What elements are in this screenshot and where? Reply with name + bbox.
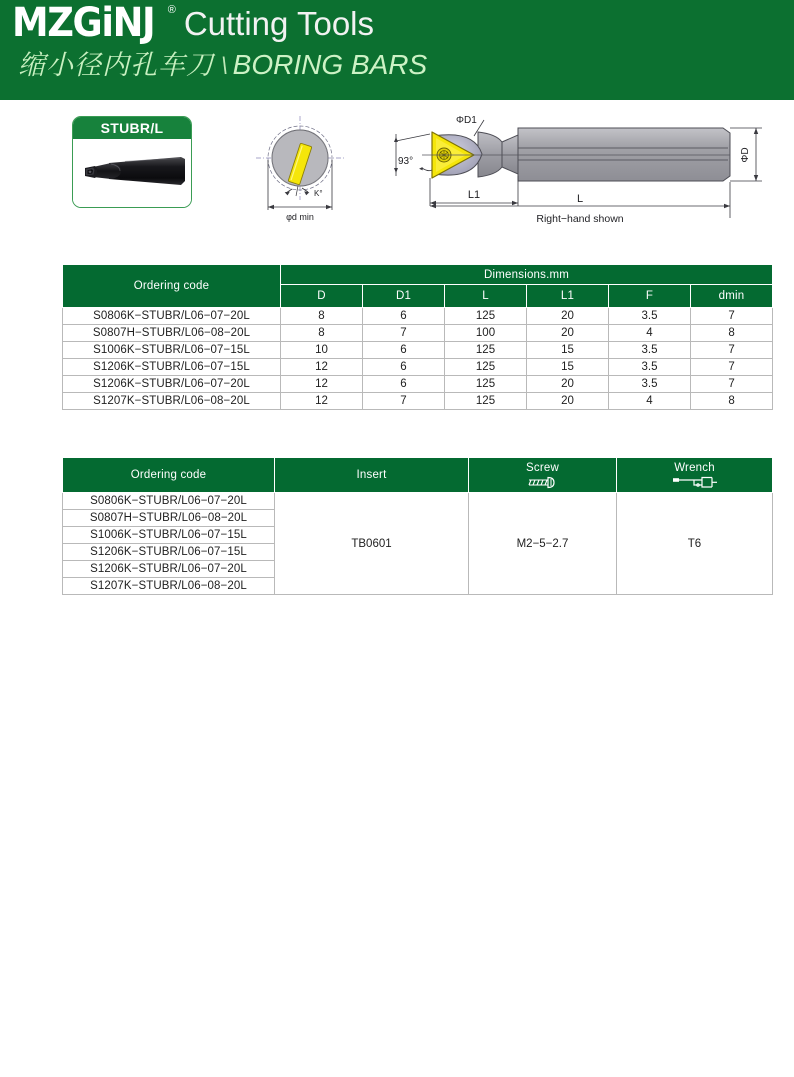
wrench-icon [672, 476, 718, 489]
cell-d: 12 [281, 393, 363, 410]
subtitle-english: BORING BARS [232, 49, 428, 80]
table-row [63, 376, 773, 393]
cell-dmin: 7 [691, 359, 773, 376]
wrench-value-cell: T6 [617, 493, 773, 595]
cell-d: 8 [281, 325, 363, 342]
cell-d: 10 [281, 342, 363, 359]
cell-d1: 7 [363, 393, 445, 410]
label-phi-d: ΦD [740, 147, 751, 163]
dimensions-header-group: Dimensions.mm [281, 265, 773, 285]
cell-f: 4 [609, 325, 691, 342]
logo-wordmark: MZGiNJ [12, 0, 155, 46]
dimensions-header-ordering-code: Ordering code [63, 265, 281, 308]
cell-dmin: 7 [691, 376, 773, 393]
cell-l: 125 [445, 342, 527, 359]
insert-value-cell: TB0601 [275, 493, 469, 595]
cell-l1: 20 [527, 393, 609, 410]
cell-l: 125 [445, 308, 527, 325]
dimensions-header-f: F [609, 285, 691, 308]
table-row [63, 325, 773, 342]
logo-tagline: Cutting Tools [183, 5, 374, 42]
product-card-body [73, 139, 191, 207]
ordering-code-cell: S1006K−STUBR/L06−07−15L [63, 342, 281, 359]
cell-d: 12 [281, 359, 363, 376]
dimensions-header-dmin: dmin [691, 285, 773, 308]
cross-section-angle-label: Κ° [314, 189, 323, 198]
table-row [63, 342, 773, 359]
accessories-table [62, 457, 773, 595]
cell-l1: 20 [527, 376, 609, 393]
page-header [0, 0, 794, 100]
accessories-header-screw [469, 458, 617, 493]
subtitle-separator: \ [221, 53, 228, 80]
cell-f: 3.5 [609, 376, 691, 393]
table-row [63, 308, 773, 325]
cell-l1: 15 [527, 359, 609, 376]
cell-f: 3.5 [609, 342, 691, 359]
cell-d: 12 [281, 376, 363, 393]
accessories-table-wrap [62, 457, 772, 595]
ordering-code-cell: S0807H−STUBR/L06−08−20L [63, 510, 275, 527]
cell-l: 125 [445, 376, 527, 393]
subtitle-chinese: 缩小径内孔车刀 [18, 50, 214, 81]
dimensions-table-wrap [62, 264, 772, 410]
ordering-code-cell: S1207K−STUBR/L06−08−20L [63, 578, 275, 595]
cell-d1: 6 [363, 359, 445, 376]
cell-f: 3.5 [609, 308, 691, 325]
cell-f: 4 [609, 393, 691, 410]
cross-section-diagram [252, 112, 348, 224]
ordering-code-cell: S1206K−STUBR/L06−07−15L [63, 359, 281, 376]
dimensions-header-d1: D1 [363, 285, 445, 308]
ordering-code-cell: S1006K−STUBR/L06−07−15L [63, 527, 275, 544]
product-card-title: STUBR/L [73, 117, 191, 139]
dimensions-header-l: L [445, 285, 527, 308]
table-row [63, 493, 773, 510]
cell-l1: 20 [527, 308, 609, 325]
page-subtitle [18, 49, 427, 82]
ordering-code-cell: S1206K−STUBR/L06−07−15L [63, 544, 275, 561]
screw-value-cell: M2−5−2.7 [469, 493, 617, 595]
cell-l: 100 [445, 325, 527, 342]
label-angle-93: 93° [398, 156, 414, 167]
cell-dmin: 7 [691, 342, 773, 359]
accessories-header-wrench [617, 458, 773, 493]
ordering-code-cell: S0806K−STUBR/L06−07−20L [63, 493, 275, 510]
accessories-header-ordering-code: Ordering code [63, 458, 275, 493]
cell-dmin: 7 [691, 308, 773, 325]
screw-icon [526, 476, 560, 489]
cell-f: 3.5 [609, 359, 691, 376]
cell-dmin: 8 [691, 393, 773, 410]
cell-dmin: 8 [691, 325, 773, 342]
cell-l: 125 [445, 393, 527, 410]
ordering-code-cell: S1206K−STUBR/L06−07−20L [63, 376, 281, 393]
cell-d1: 7 [363, 325, 445, 342]
drawing-caption: Right−hand shown [536, 213, 624, 225]
table-row [63, 393, 773, 410]
cell-l1: 20 [527, 325, 609, 342]
accessories-header-screw-label: Screw [526, 461, 559, 474]
label-l1: L1 [467, 189, 481, 201]
label-l: L [576, 193, 584, 205]
registered-trademark-icon: ® [167, 4, 176, 16]
ordering-code-cell: S0806K−STUBR/L06−07−20L [63, 308, 281, 325]
table-row [63, 359, 773, 376]
dimensions-table [62, 264, 773, 410]
cell-d: 8 [281, 308, 363, 325]
dimensions-header-l1: L1 [527, 285, 609, 308]
dimensions-header-d: D [281, 285, 363, 308]
ordering-code-cell: S1207K−STUBR/L06−08−20L [63, 393, 281, 410]
boring-bar-photo-icon [81, 155, 185, 189]
cell-l: 125 [445, 359, 527, 376]
figure-area [0, 100, 794, 240]
product-photo-card [72, 116, 192, 208]
brand-logo [12, 1, 374, 46]
cross-section-dmin-label: φd min [286, 212, 314, 222]
cell-d1: 6 [363, 308, 445, 325]
ordering-code-cell: S1206K−STUBR/L06−07−20L [63, 561, 275, 578]
cell-d1: 6 [363, 342, 445, 359]
cell-l1: 15 [527, 342, 609, 359]
label-phi-d1: ΦD1 [456, 115, 477, 126]
cell-d1: 6 [363, 376, 445, 393]
accessories-header-insert: Insert [275, 458, 469, 493]
boring-bar-technical-drawing [378, 110, 778, 230]
accessories-header-wrench-label: Wrench [674, 461, 715, 474]
ordering-code-cell: S0807H−STUBR/L06−08−20L [63, 325, 281, 342]
